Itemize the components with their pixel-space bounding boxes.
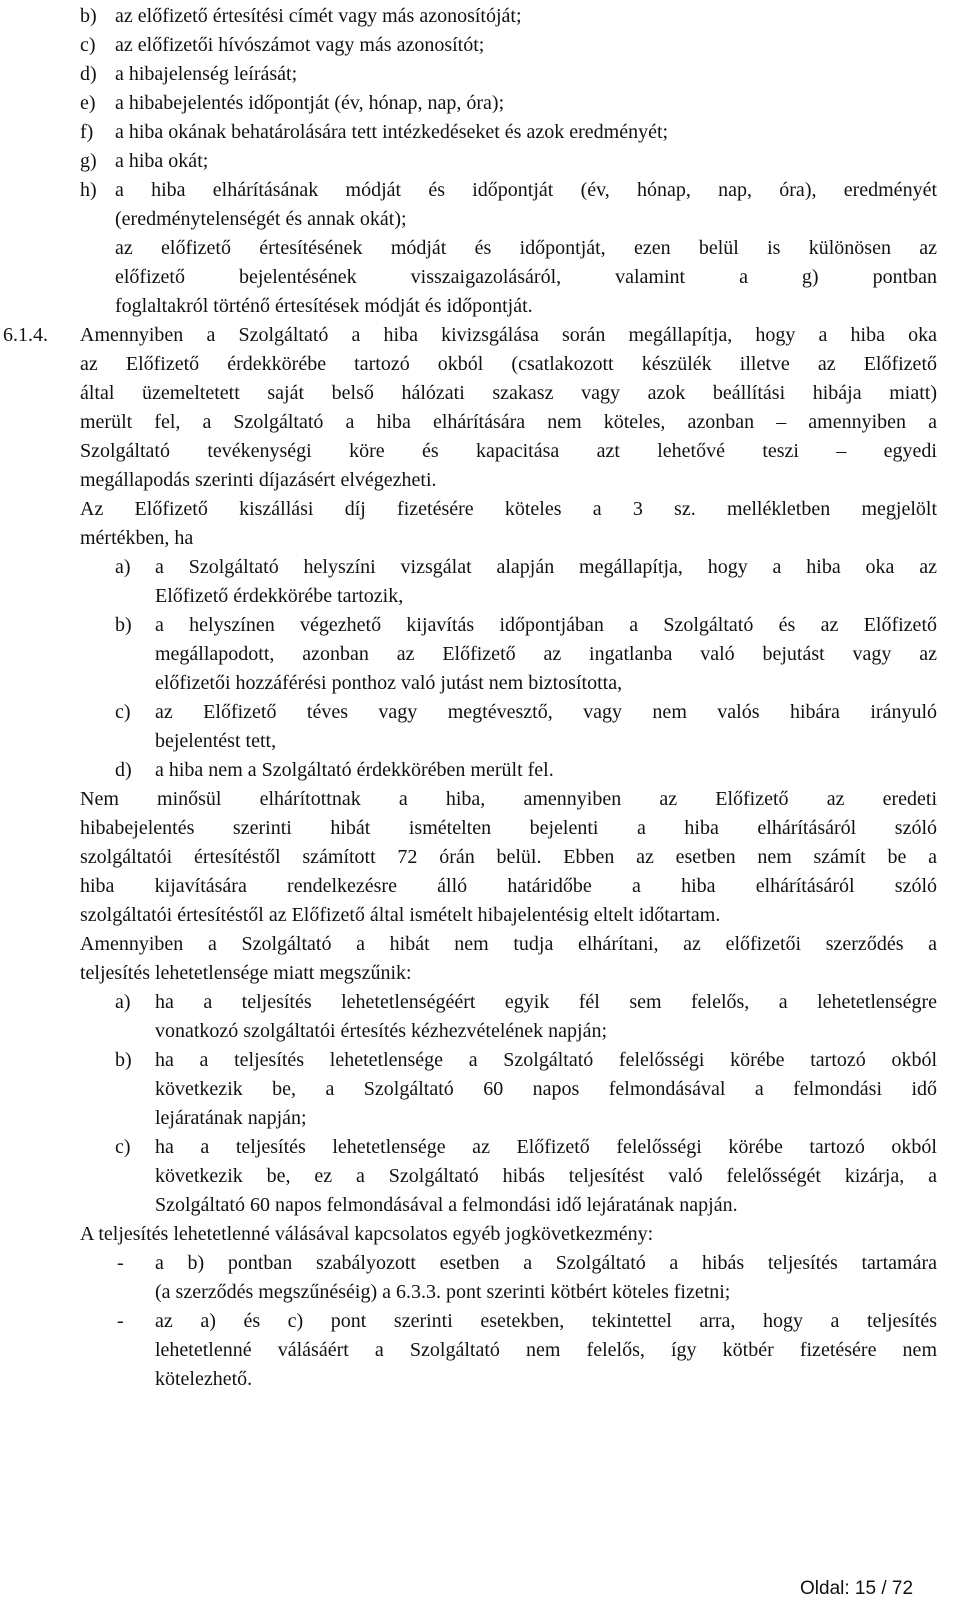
consequence-item-2-line: lehetetlenné válásáért a Szolgáltató nem felelős, így kötbér fizetésére nem bbox=[155, 1339, 937, 1361]
cannot-fix-item-c-line: következik be, ez a Szolgáltató hibás teljesítést való felelősségét kizárja, a bbox=[155, 1165, 937, 1187]
cannot-fix-label-a: a) bbox=[115, 991, 131, 1013]
cannot-fix-item-c-line: ha a teljesítés lehetetlensége az Előfizető felelősségi körébe tartozó okból bbox=[155, 1136, 937, 1158]
paragraph-line: az előfizető értesítésének módját és időpontját, ezen belül is különösen az bbox=[115, 237, 937, 259]
fee-item-b-line: megállapodott, azonban az Előfizető az ingatlanba való bejutást vagy az bbox=[155, 643, 937, 665]
section-line: Amennyiben a Szolgáltató a hiba kivizsgálása során megállapítja, hogy a hiba oka bbox=[80, 324, 937, 346]
section-line: az Előfizető érdekkörébe tartozó okból (csatlakozott készülék illetve az Előfizető bbox=[80, 353, 937, 375]
list-label-h: h) bbox=[80, 179, 97, 201]
not-fixed-line: szolgáltatói értesítéstől az Előfizető által ismételt hibajelentésig eltelt időtartam. bbox=[80, 904, 721, 926]
not-fixed-line: hiba kijavítására rendelkezésre álló határidőbe a hiba elhárításáról szóló bbox=[80, 875, 937, 897]
paragraph-line: előfizető bejelentésének visszaigazolásáról, valamint a g) pontban bbox=[115, 266, 937, 288]
list-item-f: a hiba okának behatárolására tett intézkedéseket és azok eredményét; bbox=[115, 121, 669, 143]
list-label-e: e) bbox=[80, 92, 96, 114]
list-label-g: g) bbox=[80, 150, 97, 172]
consequence-bullet: - bbox=[117, 1310, 124, 1332]
cannot-fix-label-b: b) bbox=[115, 1049, 132, 1071]
list-item-h-line-1: a hiba elhárításának módját és időpontját (év, hónap, nap, óra), eredményét bbox=[115, 179, 937, 201]
fee-item-label-b: b) bbox=[115, 614, 132, 636]
consequence-bullet: - bbox=[117, 1252, 124, 1274]
cannot-fix-item-b-line: következik be, a Szolgáltató 60 napos felmondásával a felmondási idő bbox=[155, 1078, 937, 1100]
section-line: megállapodás szerinti díjazásért elvégezheti. bbox=[80, 469, 437, 491]
fee-item-label-d: d) bbox=[115, 759, 132, 781]
cannot-fix-item-a-line: vonatkozó szolgáltatói értesítés kézhezvételének napján; bbox=[155, 1020, 608, 1042]
list-item-b: az előfizető értesítési címét vagy más azonosítóját; bbox=[115, 5, 522, 27]
fee-item-label-a: a) bbox=[115, 556, 131, 578]
page-number: Oldal: 15 / 72 bbox=[800, 1578, 914, 1599]
consequence-item-1-line: (a szerződés megszűnéséig) a 6.3.3. pont szerinti kötbért köteles fizetni; bbox=[155, 1281, 731, 1303]
list-item-h-line-2: (eredménytelenségét és annak okát); bbox=[115, 208, 407, 230]
cannot-fix-line: teljesítés lehetetlensége miatt megszűnik: bbox=[80, 962, 412, 984]
section-line: Szolgáltató tevékenységi köre és kapacitása azt lehetővé teszi – egyedi bbox=[80, 440, 937, 462]
fee-paragraph-line: Az Előfizető kiszállási díj fizetésére köteles a 3 sz. mellékletben megjelölt bbox=[80, 498, 937, 520]
not-fixed-line: Nem minősül elhárítottnak a hiba, amennyiben az Előfizető az eredeti bbox=[80, 788, 937, 810]
cannot-fix-item-b-line: ha a teljesítés lehetetlensége a Szolgáltató felelősségi körébe tartozó okból bbox=[155, 1049, 937, 1071]
cannot-fix-item-c-line: Szolgáltató 60 napos felmondásával a felmondási idő lejáratának napján. bbox=[155, 1194, 738, 1216]
section-line: merült fel, a Szolgáltató a hiba elhárítására nem köteles, azonban – amennyiben a bbox=[80, 411, 937, 433]
list-label-f: f) bbox=[80, 121, 94, 143]
cannot-fix-item-b-line: lejáratának napján; bbox=[155, 1107, 307, 1129]
not-fixed-line: szolgáltatói értesítéstől számított 72 órán belül. Ebben az esetben nem számít be a bbox=[80, 846, 937, 868]
fee-item-b-line: előfizetői hozzáférési ponthoz való jutást nem biztosította, bbox=[155, 672, 623, 694]
paragraph-line: foglaltakról történő értesítések módját és időpontját. bbox=[115, 295, 533, 317]
section-number: 6.1.4. bbox=[3, 324, 48, 346]
consequence-heading: A teljesítés lehetetlenné válásával kapcsolatos egyéb jogkövetkezmény: bbox=[80, 1223, 654, 1245]
fee-item-a-line: Előfizető érdekkörébe tartozik, bbox=[155, 585, 404, 607]
list-label-d: d) bbox=[80, 63, 97, 85]
cannot-fix-label-c: c) bbox=[115, 1136, 131, 1158]
consequence-item-2-line: az a) és c) pont szerinti esetekben, tekintettel arra, hogy a teljesítés bbox=[155, 1310, 937, 1332]
fee-item-c-line: bejelentést tett, bbox=[155, 730, 277, 752]
list-label-c: c) bbox=[80, 34, 96, 56]
list-item-e: a hibabejelentés időpontját (év, hónap, nap, óra); bbox=[115, 92, 505, 114]
cannot-fix-line: Amennyiben a Szolgáltató a hibát nem tudja elhárítani, az előfizetői szerződés a bbox=[80, 933, 937, 955]
not-fixed-line: hibabejelentés szerinti hibát ismételten bejelenti a hiba elhárításáról szóló bbox=[80, 817, 937, 839]
consequence-item-1-line: a b) pontban szabályozott esetben a Szolgáltató a hibás teljesítés tartamára bbox=[155, 1252, 937, 1274]
list-label-b: b) bbox=[80, 5, 97, 27]
fee-item-a-line: a Szolgáltató helyszíni vizsgálat alapján megállapítja, hogy a hiba oka az bbox=[155, 556, 937, 578]
consequence-item-2-line: kötelezhető. bbox=[155, 1368, 253, 1390]
fee-item-label-c: c) bbox=[115, 701, 131, 723]
fee-item-d-line: a hiba nem a Szolgáltató érdekkörében merült fel. bbox=[155, 759, 554, 781]
list-item-g: a hiba okát; bbox=[115, 150, 209, 172]
fee-paragraph-line: mértékben, ha bbox=[80, 527, 194, 549]
section-line: által üzemeltetett saját belső hálózati szakasz vagy azok beállítási hibája miatt) bbox=[80, 382, 937, 404]
fee-item-b-line: a helyszínen végezhető kijavítás időpontjában a Szolgáltató és az Előfizető bbox=[155, 614, 937, 636]
list-item-c: az előfizetői hívószámot vagy más azonosítót; bbox=[115, 34, 485, 56]
list-item-d: a hibajelenség leírását; bbox=[115, 63, 298, 85]
cannot-fix-item-a-line: ha a teljesítés lehetetlenségéért egyik fél sem felelős, a lehetetlenségre bbox=[155, 991, 937, 1013]
fee-item-c-line: az Előfizető téves vagy megtévesztő, vagy nem valós hibára irányuló bbox=[155, 701, 937, 723]
